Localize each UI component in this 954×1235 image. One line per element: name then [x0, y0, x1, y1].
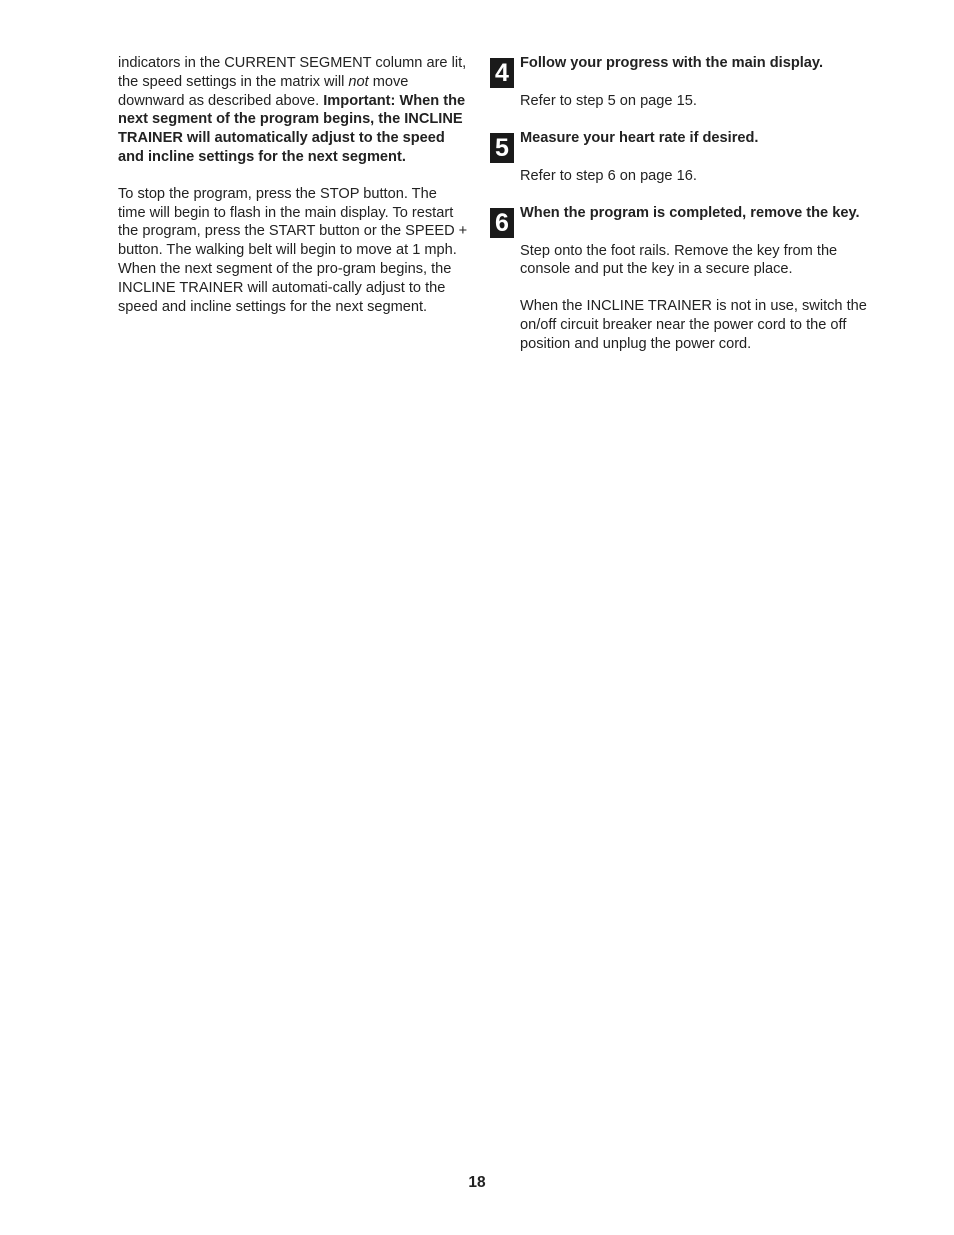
step-text: Step onto the foot rails. Remove the key from the console and put the key in a secure place. — [520, 242, 838, 278]
step-text: When the INCLINE TRAINER is not in use, switch the on/off circuit breaker near the power cord to the off position and unplug the power cord. — [520, 298, 867, 352]
left-paragraph-2: To stop the program, press the STOP button. The time will begin to flash in the main display. To restart the program, press the START button or the SPEED + button. The walking belt will begin to move at 1 mph. When the next segment of the pro-gram begins, the INCLINE TRAINER will automati-cally adjust to the speed and incline settings for the next segment. — [118, 185, 468, 315]
step-heading: Follow your progress with the main display. — [520, 55, 823, 71]
step-number-badge: 6 — [490, 208, 514, 238]
step-number-badge: 4 — [490, 58, 514, 88]
left-paragraph-1 — [118, 54, 468, 167]
step-4 — [490, 54, 870, 111]
step-heading: When the program is completed, remove the key. — [520, 204, 860, 221]
para1-text-a: indicators in the CURRENT SEGMENT column are lit, the speed settings in the matrix will — [118, 55, 467, 90]
right-column — [490, 54, 870, 372]
step-text: Refer to step 5 on page 15. — [520, 93, 697, 109]
step-number-badge: 5 — [490, 133, 514, 163]
para1-important-note: Important: When the next segment of the program begins, the INCLINE TRAINER will automatically adjust to the speed and incline settings for the next segment. — [118, 92, 466, 165]
para1-text-b: move downward as described above. — [118, 73, 409, 109]
left-column — [118, 54, 468, 334]
step-heading: Measure your heart rate if desired. — [520, 129, 759, 146]
step-6 — [490, 204, 870, 354]
step-text: Refer to step 6 on page 16. — [520, 167, 697, 184]
page-number: 18 — [468, 1174, 486, 1191]
para1-italic-not: not — [348, 73, 369, 90]
step-5 — [490, 129, 870, 186]
